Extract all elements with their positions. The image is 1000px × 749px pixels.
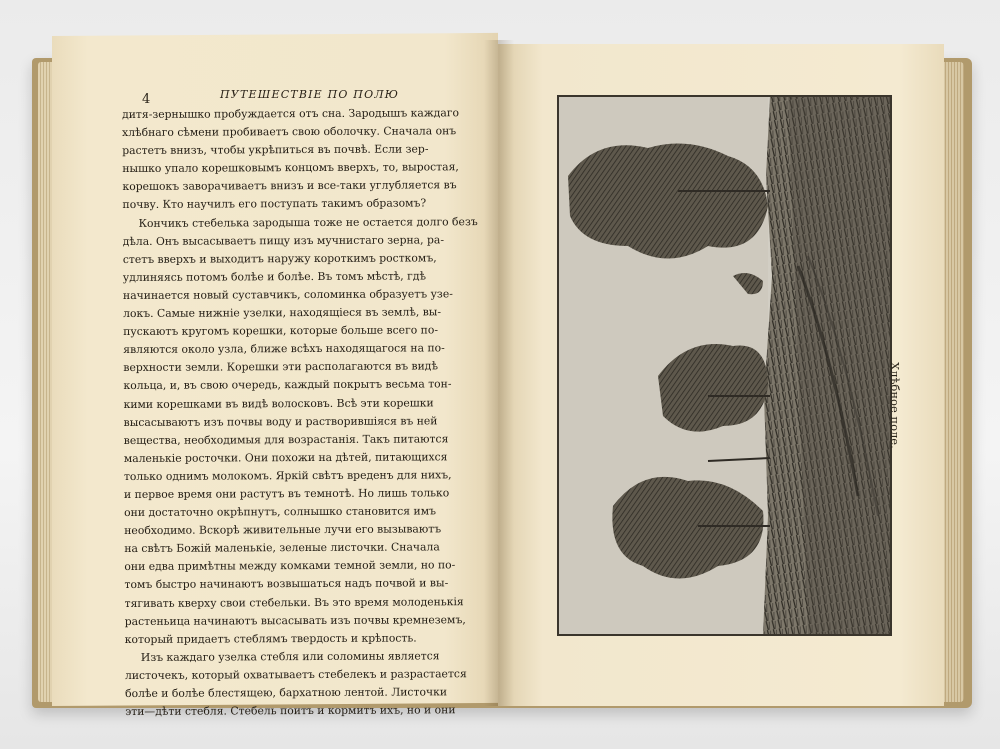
page-number: 4	[142, 92, 151, 107]
text-line: листочекъ, который охватываетъ стебелекъ и разрастается	[124, 667, 467, 682]
text-line: вещества, необходимыя для возрастанія. Такъ питаются	[123, 431, 449, 447]
text-line: и первое время они растутъ въ темнотѣ. Но лишь только	[123, 486, 450, 501]
book-gutter	[484, 40, 514, 706]
illustration-caption: Хлѣбное поле.	[888, 362, 902, 449]
text-line: пускаютъ кругомъ корешки, которые больше всего по-	[123, 323, 439, 339]
text-line: удлиняясь потомъ болѣе и болѣе. Въ томъ мѣстѣ, гдѣ	[122, 269, 427, 284]
text-line: необходимо. Вскорѣ живительные лучи его вызываютъ	[124, 522, 442, 538]
text-line: дитя-зернышко пробуждается отъ сна. Зародышъ каждаго	[122, 106, 460, 121]
illustration-grain-field	[557, 95, 892, 636]
text-line: хлѣбнаго сѣмени пробиваетъ свою оболочку. Сначала онъ	[122, 124, 457, 140]
text-line: на свѣтъ Божій маленькіе, зеленые листочки. Сначала	[124, 540, 440, 556]
text-line: эти—дѣти стебля. Стебель поитъ и кормитъ ихъ, но и они	[125, 703, 456, 719]
text-line: который придаетъ стеблямъ твердость и крѣпость.	[124, 631, 417, 646]
text-line: кими корешками въ видѣ волосковъ. Всѣ эти корешки	[123, 395, 434, 411]
body-text	[122, 104, 478, 721]
text-line: они достаточно окрѣпнутъ, солнышко становится имъ	[124, 504, 437, 520]
text-line: растетъ внизъ, чтобы укрѣпиться въ почвѣ. Если зер-	[122, 142, 429, 158]
text-line: являются около узла, ближе всѣхъ находящагося на по-	[123, 341, 445, 357]
text-line: верхности земли. Корешки эти располагаются въ видѣ	[123, 359, 438, 375]
text-line: болѣе и болѣе блестящею, бархатною лентой. Листочки	[125, 685, 448, 700]
text-line: кольца, и, въ свою очередь, каждый покрытъ весьма тон-	[123, 377, 452, 393]
text-line: корешокъ заворачиваетъ внизъ и все-таки углубляется въ	[122, 178, 457, 194]
text-line: локъ. Самые нижніе узелки, находящіеся въ землѣ, вы-	[123, 305, 442, 321]
text-line: высасываютъ изъ почвы воду и растворившіяся въ ней	[123, 413, 438, 429]
text-line: начинается новый суставчикъ, соломинка образуетъ узе-	[122, 287, 453, 302]
text-line: томъ быстро начинаютъ возвышаться надъ почвой и вы-	[124, 576, 449, 592]
running-head: ПУТЕШЕСТВІЕ ПО ПОЛЮ	[220, 88, 400, 101]
text-line: почву. Кто научилъ его поступать такимъ образомъ?	[122, 196, 427, 212]
text-line: маленькіе росточки. Они похожи на дѣтей, питающихся	[123, 450, 448, 465]
text-line: растеньица начинаютъ высасывать изъ почвы кремнеземъ,	[124, 612, 466, 628]
text-line: тягивать кверху свои стебельки. Въ это время молоденькія	[124, 594, 464, 610]
text-line: только однимъ молокомъ. Яркій свѣтъ вреденъ для нихъ,	[123, 468, 452, 483]
text-line: они едва примѣтны между комками темной земли, но по-	[124, 558, 456, 574]
text-line: стетъ вверхъ и выходитъ наружу короткимъ росткомъ,	[122, 251, 437, 266]
text-line: Кончикъ стебелька зародыша тоже не остается долго безъ	[138, 214, 478, 230]
text-line: дѣла. Онъ высасываетъ пищу изъ мучнистаго зерна, ра-	[122, 232, 445, 248]
text-line: Изъ каждаго узелка стебля или соломины является	[140, 649, 440, 664]
text-line: нышко упало корешковымъ концомъ вверхъ, то, выростая,	[122, 160, 459, 176]
